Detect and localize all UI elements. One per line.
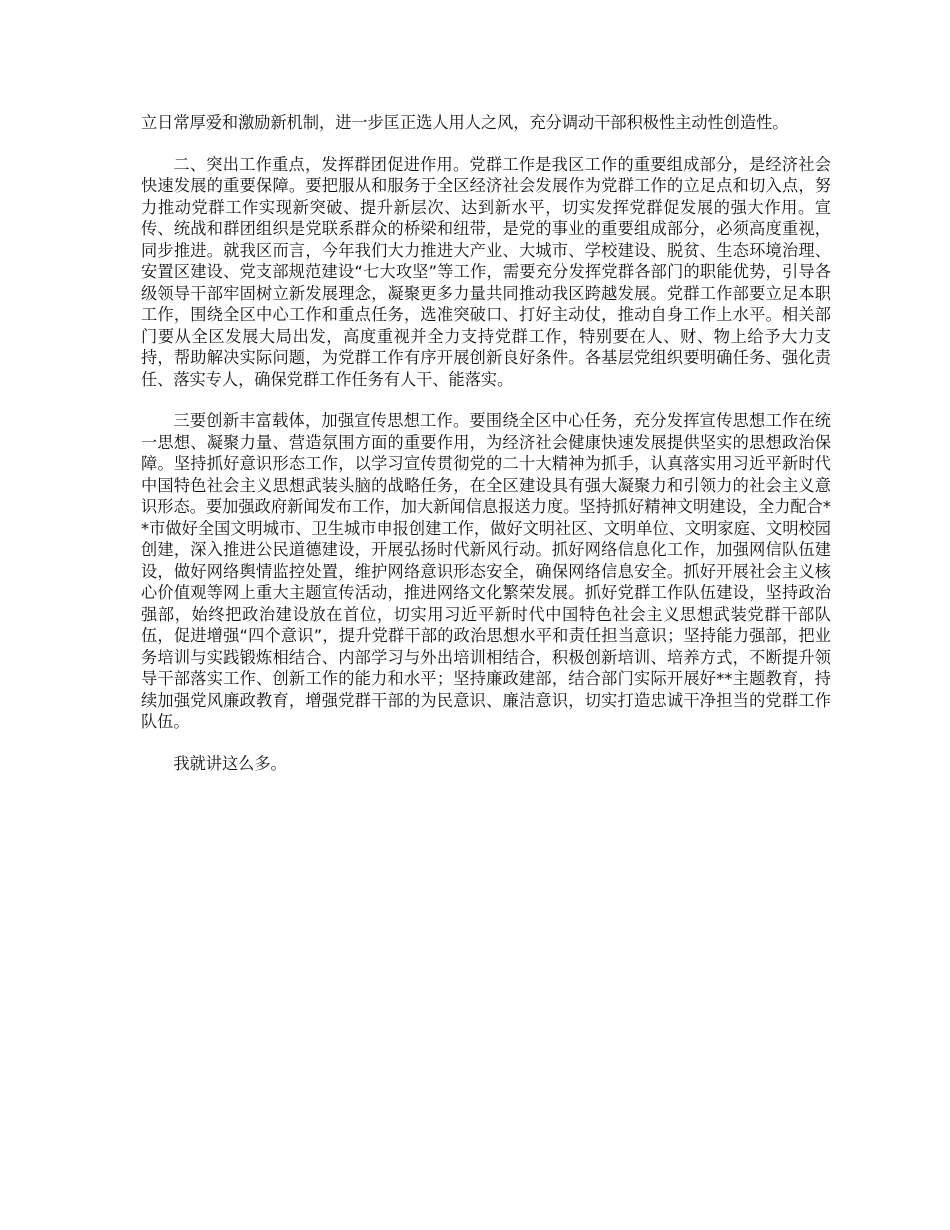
paragraph-propaganda-work: 三要创新丰富载体，加强宣传思想工作。要围绕全区中心任务，充分发挥宣传思想工作在统一思想、凝聚力量、营造氛围方面的重要作用，为经济社会健康快速发展提供坚实的思想政治保障。坚持抓好意识形态工作，以学习宣传贯彻党的二十大精神为抓手，认真落实用习近平新时代中国特色社会主义思想武装头脑的战略任务，在全区建设具有强大凝聚力和引领力的社会主义意识形态。要加强政府新闻发布工作，加大新闻信息报送力度。坚持抓好精神文明建设，全力配合**市做好全国文明城市、卫生城市申报创建工作，做好文明社区、文明单位、文明家庭、文明校园创建，深入推进公民道德建设，开展弘扬时代新风行动。抓好网络信息化工作，加强网信队伍建设，做好网络舆情监控处置，维护网络意识形态安全，确保网络信息安全。抓好开展社会主义核心价值观等网上重大主题宣传活动，推进网络文化繁荣发展。抓好党群工作队伍建设，坚持政治强部，始终把政治建设放在首位，切实用习近平新时代中国特色社会主义思想武装党群干部队伍，促进增强“四个意识”，提升党群干部的政治思想水平和责任担当意识；坚持能力强部，把业务培训与实践锻炼相结合、内部学习与外出培训相结合，积极创新培训、培养方式，不断提升领导干部落实工作、创新工作的能力和水平；坚持廉政建部，结合部门实际开展好**主题教育，持续加强党风廉政教育，增强党群干部的为民意识、廉洁意识，切实打造忠诚干净担当的党群工作队伍。 <box>141 411 831 731</box>
paragraph-continuation: 立日常厚爱和激励新机制，进一步匡正选人用人之风，充分调动干部积极性主动性创造性。 <box>141 113 789 132</box>
document-body <box>141 112 831 794</box>
paragraph-group-work: 二、突出工作重点，发挥群团促进作用。党群工作是我区工作的重要组成部分，是经济社会快速发展的重要保障。要把服从和服务于全区经济社会发展作为党群工作的立足点和切入点，努力推动党群工作实现新突破、提升新层次、达到新水平，切实发挥党群促发展的强大作用。宣传、统战和群团组织是党联系群众的桥梁和纽带，是党的事业的重要组成部分，必须高度重视，同步推进。就我区而言，今年我们大力推进大产业、大城市、学校建设、脱贫、生态环境治理、安置区建设、党支部规范建设“七大攻坚”等工作，需要充分发挥党群各部门的职能优势，引导各级领导干部牢固树立新发展理念，凝聚更多力量共同推动我区跨越发展。党群工作部要立足本职工作，围绕全区中心工作和重点任务，选准突破口、打好主动仗，推动自身工作上水平。相关部门要从全区发展大局出发，高度重视并全力支持党群工作，特别要在人、财、物上给予大力支持，帮助解决实际问题，为党群工作有序开展创新良好条件。各基层党组织要明确任务、强化责任、落实专人，确保党群工作任务有人干、能落实。 <box>141 154 831 389</box>
paragraph-closing: 我就讲这么多。 <box>173 753 287 773</box>
